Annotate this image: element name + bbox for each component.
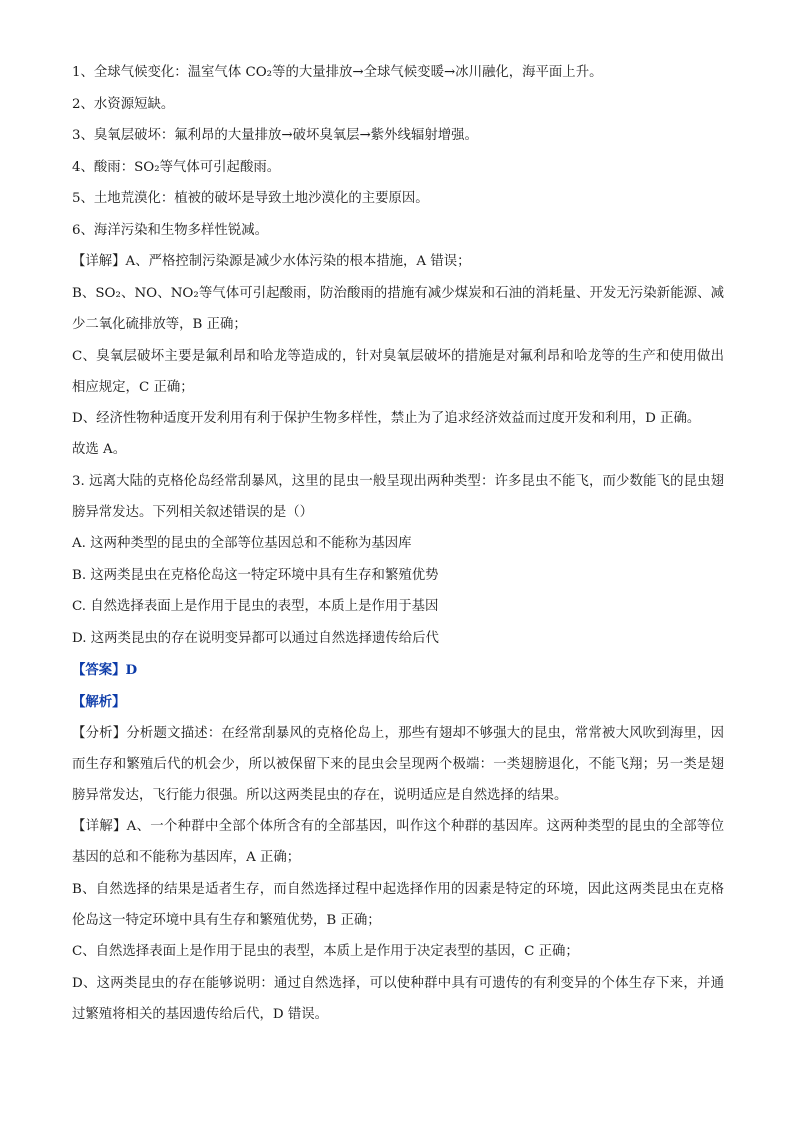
- text-line: 【解析】: [72, 693, 126, 710]
- text-line: 1、全球气候变化：温室气体 CO₂等的大量排放→全球气候变暖→冰川融化，海平面上升。: [72, 65, 603, 80]
- text-line: D、经济性物种适度开发利用有利于保护生物多样性，禁止为了追求经济效益而过度开发和利用，D 正确。: [72, 410, 701, 426]
- text-line: B. 这两类昆虫在克格伦岛这一特定环境中具有生存和繁殖优势: [72, 567, 439, 583]
- text-line: 5、土地荒漠化：植被的破坏是导致土地沙漠化的主要原因。: [72, 191, 429, 206]
- text-line: D、这两类昆虫的存在能够说明：通过自然选择，可以使种群中具有可遗传的有利变异的个体生存下来，并通过繁殖将相关的基因遗传给后代，D 错误。: [72, 975, 724, 1022]
- text-line: 【答案】D: [72, 662, 138, 678]
- text-line: 6、海洋污染和生物多样性锐减。: [72, 222, 268, 238]
- text-line: 2、水资源短缺。: [72, 96, 175, 112]
- text-line: 4、酸雨：SO₂等气体可引起酸雨。: [72, 159, 281, 175]
- text-line: C、自然选择表面上是作用于昆虫的表型，本质上是作用于决定表型的基因，C 正确；: [72, 943, 579, 959]
- text-line: 3、臭氧层破坏：氟利昂的大量排放→破坏臭氧层→紫外线辐射增强。: [72, 128, 478, 143]
- document-page: [72, 62, 724, 1035]
- text-line: C. 自然选择表面上是作用于昆虫的表型，本质上是作用于基因: [72, 599, 439, 614]
- text-line: B、SO₂、NO、NO₂等气体可引起酸雨，防治酸雨的措施有减少煤炭和石油的消耗量、开发无污染新能源、减少二氧化硫排放等，B 正确；: [72, 286, 724, 332]
- text-line: 故选 A。: [72, 442, 127, 457]
- text-line: D. 这两类昆虫的存在说明变异都可以通过自然选择遗传给后代: [72, 630, 439, 646]
- text-line: B、自然选择的结果是适者生存，而自然选择过程中起选择作用的因素是特定的环境，因此这两类昆虫在克格伦岛这一特定环境中具有生存和繁殖优势，B 正确；: [72, 881, 724, 928]
- text-line: A. 这两种类型的昆虫的全部等位基因总和不能称为基因库: [72, 536, 412, 551]
- text-line: 【分析】分析题文描述：在经常刮暴风的克格伦岛上，那些有翅却不够强大的昆虫，常常被大风吹到海里，因而生存和繁殖后代的机会少，所以被保留下来的昆虫会呈现两个极端：一类翅膀退化，不能飞翔；另一类是翅膀异常发达，飞行能力很强。所以这两类昆虫的存在，说明适应是自然选择的结果。: [72, 725, 724, 803]
- text-line: 【详解】A、一个种群中全部个体所含有的全部基因，叫作这个种群的基因库。这两种类型的昆虫的全部等位基因的总和不能称为基因库，A 正确；: [72, 819, 724, 865]
- text-line: 【详解】A、严格控制污染源是减少水体污染的根本措施，A 错误；: [72, 254, 471, 269]
- text-line: 3. 远离大陆的克格伦岛经常刮暴风，这里的昆虫一般呈现出两种类型：许多昆虫不能飞，而少数能飞的昆虫翅膀异常发达。下列相关叙述错误的是（）: [72, 474, 724, 520]
- text-line: C、臭氧层破坏主要是氟利昂和哈龙等造成的，针对臭氧层破坏的措施是对氟利昂和哈龙等的生产和使用做出相应规定，C 正确；: [72, 348, 724, 395]
